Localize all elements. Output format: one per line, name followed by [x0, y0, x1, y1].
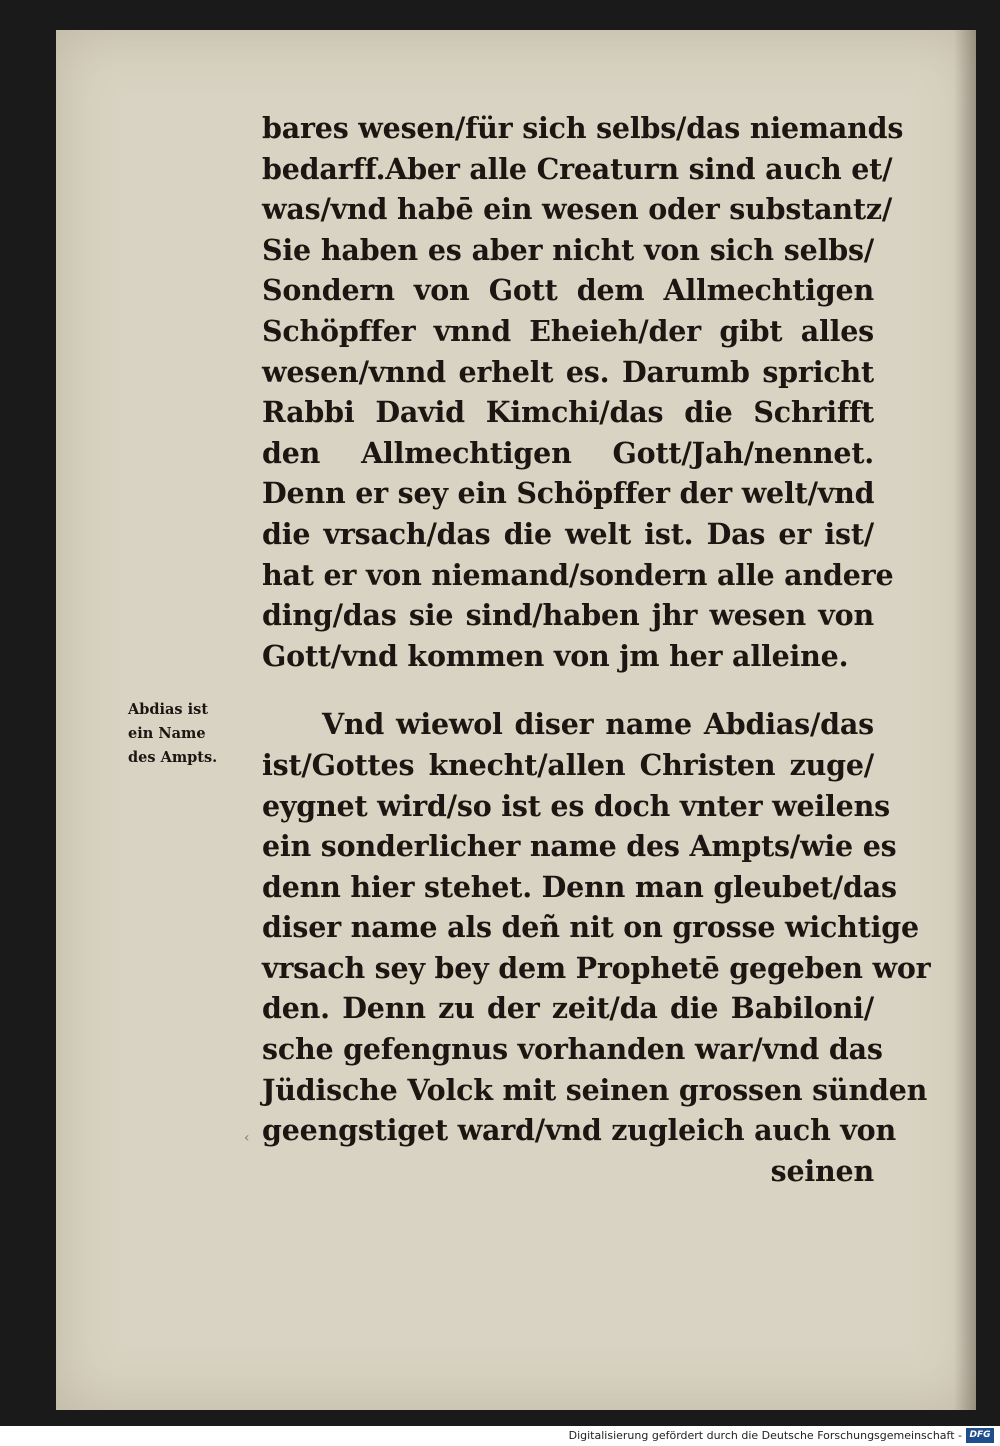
main-text-block: [262, 108, 931, 1191]
page-edge-shadow: [954, 30, 976, 1410]
text-line: Sie haben es aber nicht von sich selbs/: [262, 232, 874, 267]
text-line: die vrsach/das die welt ist. Das er ist/: [262, 516, 874, 551]
text-line: Vnd wiewol diser name Abdias/das: [322, 707, 874, 742]
text-line: vrsach sey bey dem Prophetē gegeben wor: [262, 950, 931, 985]
marginal-note-line: Abdias ist: [128, 701, 209, 718]
text-line: Rabbi David Kimchi/das die Schrifft: [262, 395, 874, 430]
text-line: wesen/vnnd erhelt es. Darumb spricht: [262, 354, 874, 389]
text-line: bedarff.Aber alle Creaturn sind auch et/: [262, 151, 893, 186]
footer-bar: [0, 1426, 1000, 1446]
text-line: sche gefengnus vorhanden war/vnd das: [262, 1032, 883, 1067]
text-line: ist/Gottes knecht/allen Christen zuge/: [262, 747, 874, 782]
text-line: hat er von niemand/sondern alle andere: [262, 557, 894, 592]
text-line: bares wesen/für sich selbs/das niemands: [262, 111, 904, 145]
text-line: Denn er sey ein Schöpffer der welt/vnd: [262, 476, 875, 511]
text-line: diser name als deñ nit on grosse wichtige: [262, 910, 919, 945]
text-line: ein sonderlicher name des Ampts/wie es: [262, 829, 897, 864]
marginal-note-line: ein Name: [128, 725, 206, 742]
text-line: Sondern von Gott dem Allmechtigen: [262, 273, 874, 308]
text-line: den. Denn zu der zeit/da die Babiloni/: [262, 991, 874, 1026]
dfg-logo: DFG: [966, 1428, 994, 1443]
catchword: seinen: [770, 1153, 874, 1188]
text-line: Schöpffer vnnd Eheieh/der gibt alles: [262, 313, 874, 348]
text-line: was/vnd habē ein wesen oder substantz/: [262, 192, 893, 227]
text-line: Gott/vnd kommen von jm her alleine.: [262, 638, 849, 673]
stray-ink-mark: ‹: [244, 1130, 250, 1146]
marginal-note: [128, 698, 258, 770]
text-line: ding/das sie sind/haben jhr wesen von: [262, 598, 874, 633]
text-line: denn hier stehet. Denn man gleubet/das: [262, 869, 897, 904]
text-line: den Allmechtigen Gott/Jah/nennet.: [262, 435, 874, 470]
text-line: Jüdische Volck mit seinen grossen sünden: [262, 1072, 928, 1107]
text-line: eygnet wird/so ist es doch vnter weilens: [262, 788, 890, 823]
marginal-note-line: des Ampts.: [128, 749, 218, 766]
funding-notice: Digitalisierung gefördert durch die Deutsche Forschungsgemeinschaft -: [568, 1429, 962, 1442]
paragraph-gap: [262, 676, 874, 704]
text-line: geengstiget ward/vnd zugleich auch von: [262, 1113, 896, 1148]
